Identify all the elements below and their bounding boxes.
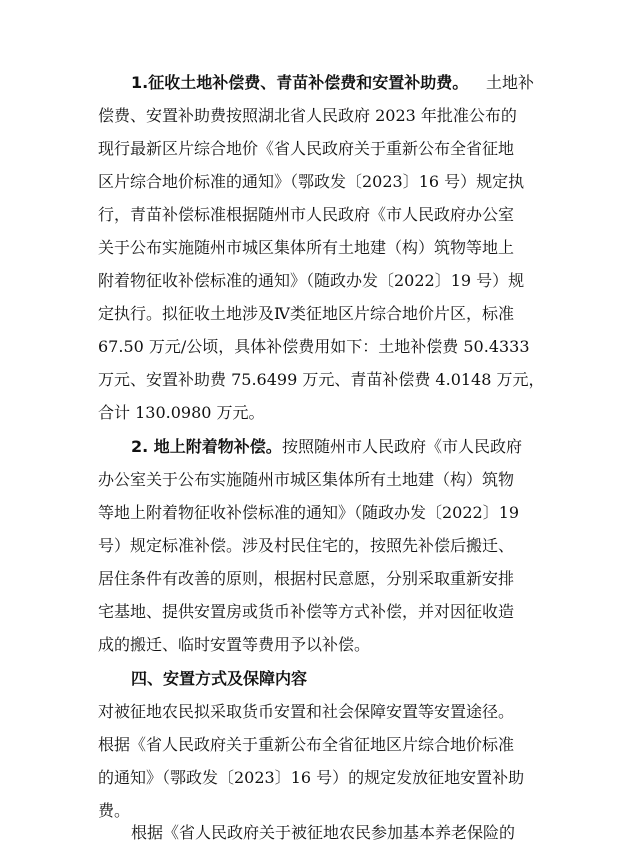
section-heading: 四、安置方式及保障内容: [131, 669, 308, 688]
paragraph-1-lead: 1.征收土地补偿费、青苗补偿费和安置补助费。: [131, 73, 469, 92]
paragraph-2-lead: 2. 地上附着物补偿。: [131, 437, 282, 456]
paragraph-1-text: 土地补: [486, 73, 535, 92]
paragraph-2-text: 按照随州市人民政府《市人民政府: [282, 437, 523, 456]
document-page: 1.征收土地补偿费、青苗补偿费和安置补助费。 土地补 偿费、安置补助费按照湖北省人民政府 2023 年批准公布的 现行最新区片综合地价《省人民政府关于重新公布全省征地 区片综合地价标准的通知》（鄂政发〔2023〕16 号）规定执 行，青苗补偿标准根据随州市人民政府《市人民政府办公室 关于公布实施随州市城区集体所有土地建（构）筑物等地上 附着物征收补偿标准的通知》（随政办发〔2022〕19 号）规 定执行。拟征收土地涉及Ⅳ类征地区片综合地价片区，标准 67.50 万元/公顷，具体补偿费用如下：土地补偿费 50.4333 万元、安置补助费 75.6499 万元、青苗补偿费 4.0148 万元， 合计 130.0980 万元。 2. 地上附着物补偿。 按照随州市人民政府《市人民政府 办公室关于公布实施随州市城区集体所有土地建（构）筑物 等地上附着物征收补偿标准的通知》（随政办发〔2022〕19 号）规定标准补偿。涉及村民住宅的，按照先补偿后搬迁、 居住条件有改善的原则，根据村民意愿，分别采取重新安排 宅基地、提供安置房或货币补偿等方式补偿，并对因征收造 成的搬迁、临时安置等费用予以补偿。 四、安置方式及保障内容 对被征地农民拟采取货币安置和社会保障安置等安置途径。 根据《省人民政府关于重新公布全省征地区片综合地价标准 的通知》（鄂政发〔2023〕16 号）的规定发放征地安置补助 费。 根据《省人民政府关于被征地农民参加基本养老保险的: [98, 73, 545, 842]
